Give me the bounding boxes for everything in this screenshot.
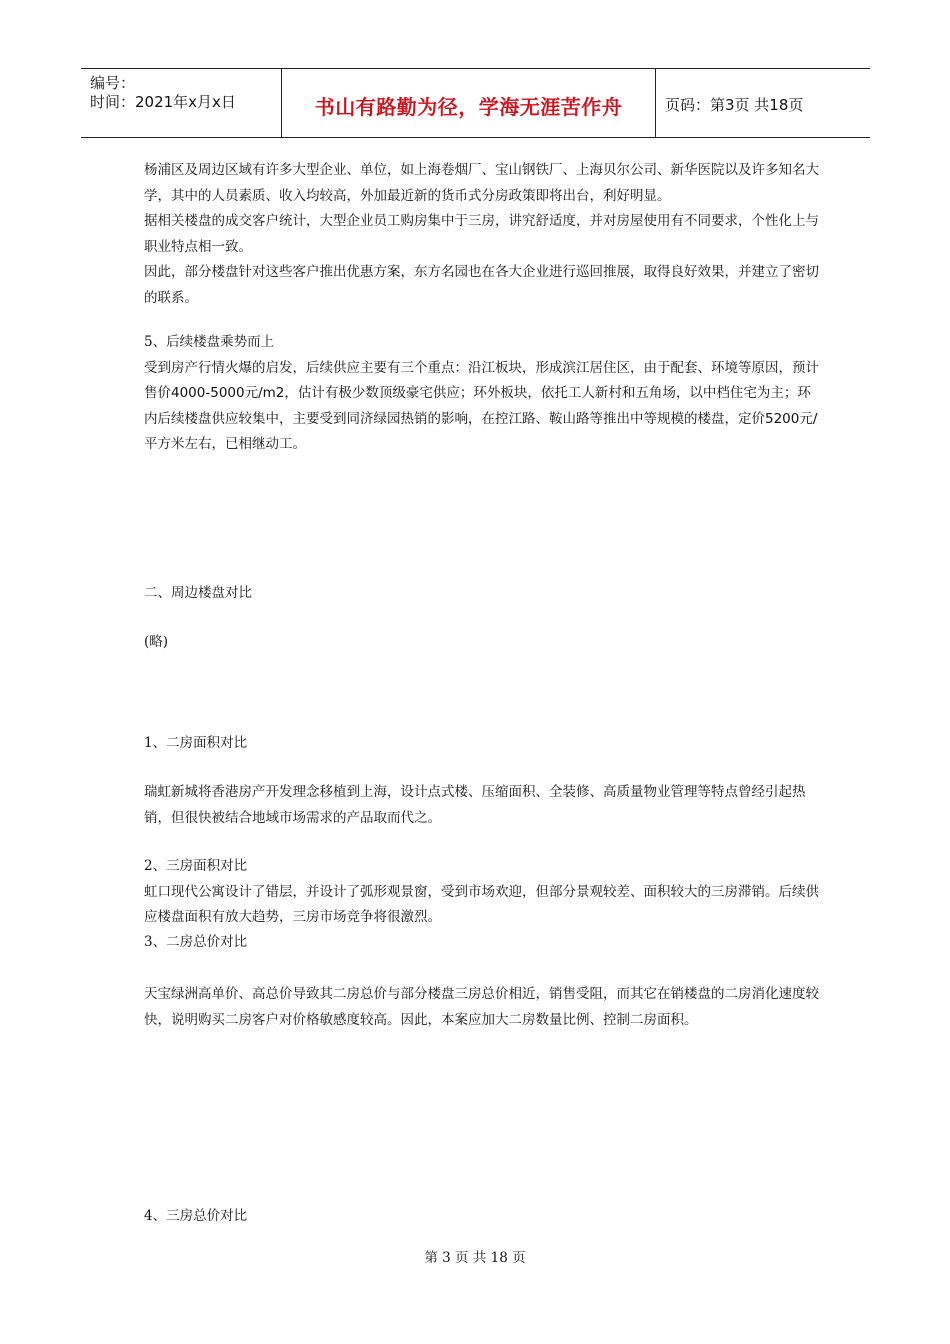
header-page-info: 页码：第3页 共18页 bbox=[665, 96, 804, 114]
section-5-text-e: ，估计有极少数顶级豪宅供应；环外板块，依托工人新村和五角场，以中档住宅为主；环内后续楼盘供应较集中，主要受到同济绿园热销的影响，在控江路、鞍山路等推出中等规模的楼盘，定价 bbox=[144, 385, 811, 427]
sub-2-paragraph: 虹口现代公寓设计了错层，并设计了弧形观景窗，受到市场欢迎，但部分景观较差、面积较大的三房滞销。后续供应楼盘面积有放大趋势，三房市场竞争将很激烈。 bbox=[144, 883, 819, 925]
section-5-slash: / bbox=[812, 410, 818, 427]
sub-2-section bbox=[144, 854, 824, 931]
section-5 bbox=[144, 330, 824, 458]
header-motto-cell bbox=[282, 69, 656, 137]
section-2-omitted: (略) bbox=[144, 634, 169, 650]
section-5-unit-m2: /m2 bbox=[258, 385, 285, 401]
intro-paragraph-3: 因此，部分楼盘针对这些客户推出优惠方案，东方名园也在各大企业进行巡回推展，取得良好效果，并建立了密切的联系。 bbox=[144, 264, 819, 306]
sub-1-section bbox=[144, 780, 824, 831]
sub-3-heading: 3、二房总价对比 bbox=[144, 934, 248, 950]
sub-3-section bbox=[144, 982, 824, 1033]
section-5-text-a: 受到房产行情火爆的启发，后续供应主要有三个重点：沿江板块，形成滨江居住区，由于配套、环境等原因，预计售价 bbox=[144, 359, 819, 401]
header-page-cell bbox=[656, 69, 870, 137]
sub-3-paragraph: 天宝绿洲高单价、高总价导致其二房总价与部分楼盘三房总价相近，销售受阻，而其它在销楼盘的二房消化速度较快，说明购买二房客户对价格敏感度较高。因此，本案应加大二房数量比例、控制二房面积。 bbox=[144, 986, 819, 1028]
sub-2-heading: 2、三房面积对比 bbox=[144, 858, 248, 874]
section-5-heading: 5、后续楼盘乘势而上 bbox=[144, 334, 275, 350]
sub-4-heading: 4、三房总价对比 bbox=[144, 1208, 248, 1224]
section-5-unit-yuan-2: 元 bbox=[799, 410, 813, 427]
intro-paragraph-1: 杨浦区及周边区域有许多大型企业、单位，如上海卷烟厂、宝山钢铁厂、上海贝尔公司、新华医院以及许多知名大学，其中的人员素质、收入均较高，外加最近新的货币式分房政策即将出台，利好明显。 bbox=[144, 162, 819, 204]
sub-1-heading: 1、二房面积对比 bbox=[144, 735, 248, 751]
header-meta-cell bbox=[81, 69, 282, 137]
section-5-unit-yuan: 元 bbox=[244, 385, 259, 401]
header-motto: 书山有路勤为径，学海无涯苦作舟 bbox=[314, 95, 623, 119]
page-footer: 第 3 页 共 18 页 bbox=[424, 1250, 526, 1266]
document-time-label: 时间：2021年x月x日 bbox=[90, 93, 236, 111]
section-5-text-i: 平方米左右，已相继动工。 bbox=[144, 436, 306, 452]
section-5-price-range: 4000-5000 bbox=[171, 385, 245, 401]
section-5-paragraph bbox=[144, 356, 824, 458]
section-2-heading: 二、周边楼盘对比 bbox=[144, 585, 252, 601]
document-number-label: 编号： bbox=[90, 74, 136, 92]
sub-1-paragraph: 瑞虹新城将香港房产开发理念移植到上海，设计点式楼、压缩面积、全装修、高质量物业管理等特点曾经引起热销，但很快被结合地域市场需求的产品取而代之。 bbox=[144, 784, 806, 826]
page-header bbox=[81, 68, 870, 138]
section-5-price: 5200 bbox=[765, 410, 800, 427]
intro-paragraph-2: 据相关楼盘的成交客户统计，大型企业员工购房集中于三房，讲究舒适度，并对房屋使用有不同要求，个性化上与职业特点相一致。 bbox=[144, 213, 819, 255]
intro-section bbox=[144, 158, 824, 311]
